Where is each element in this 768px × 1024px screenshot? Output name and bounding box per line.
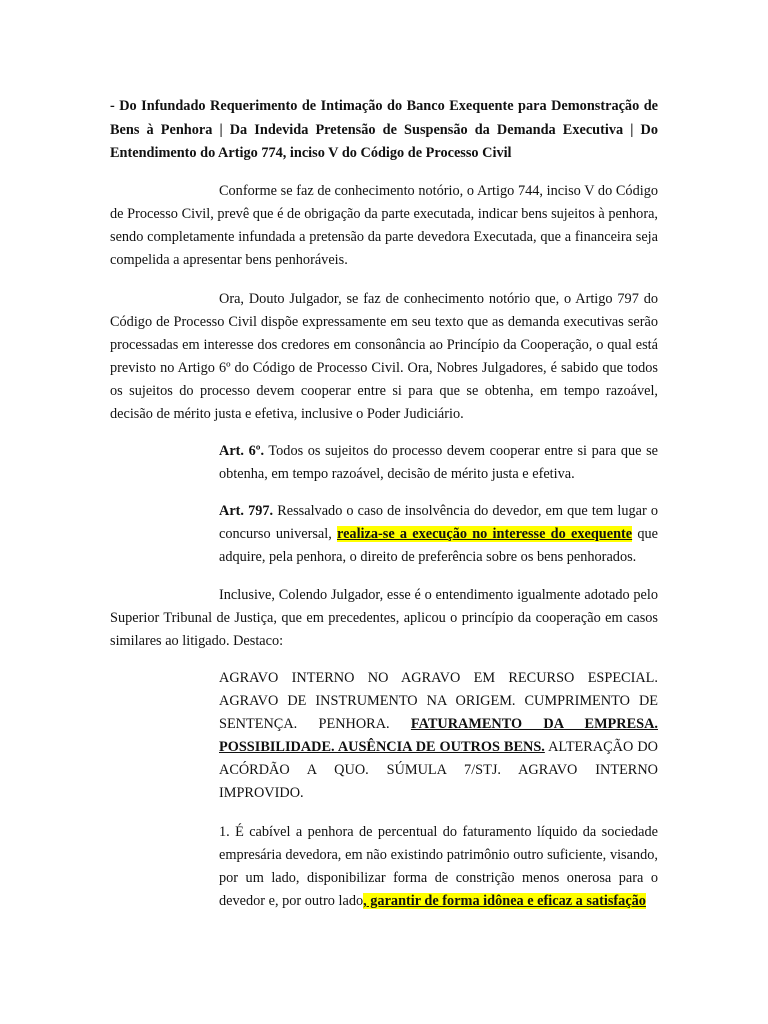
quote-art-797 xyxy=(219,500,658,569)
art-797-label: Art. 797. xyxy=(219,503,274,519)
paragraph-3: Inclusive, Colendo Julgador, esse é o entendimento igualmente adotado pelo Superior Tribunal de Justiça, que em precedentes, aplicou o princípio da cooperação em casos similares ao litigado. Destaco: xyxy=(110,587,658,649)
quote-item-1 xyxy=(219,821,658,913)
ementa-bold-underline: FATURAMENTO DA EMPRESA. POSSIBILIDADE. AUSÊNCIA DE OUTROS BENS. xyxy=(219,716,659,755)
section-heading: - Do Infundado Requerimento de Intimação do Banco Exequente para Demonstração de Bens à Penhora | Da Indevida Pretensão de Suspensão da Demanda Executiva | Do Entendimento do Artigo 774, inciso V do Código de Processo Civil xyxy=(110,98,658,161)
art-6-label: Art. 6º. xyxy=(219,443,265,459)
paragraph-2: Ora, Douto Julgador, se faz de conhecimento notório que, o Artigo 797 do Código de Processo Civil dispõe expressamente em seu texto que as demanda executivas serão processadas em interesse dos credores em consonância ao Princípio da Cooperação, o qual está previsto no Artigo 6º do Código de Processo Civil. Ora, Nobres Julgadores, é sabido que todos os sujeitos do processo devem cooperar entre si para que se obtenha, em tempo razoável, decisão de mérito justa e efetiva, inclusive o Poder Judiciário. xyxy=(110,291,658,422)
art-797-text-after: que adquire, pela penhora, o direito de preferência sobre os bens penhorados. xyxy=(219,526,658,565)
quote-ementa xyxy=(219,667,658,805)
art-797-highlight: realiza-se a execução no interesse do exequente xyxy=(337,526,633,542)
ementa-text-after: ALTERAÇÃO DO ACÓRDÃO A QUO. SÚMULA 7/STJ. AGRAVO INTERNO IMPROVIDO. xyxy=(219,739,658,801)
ementa-text-before: AGRAVO INTERNO NO AGRAVO EM RECURSO ESPECIAL. AGRAVO DE INSTRUMENTO NA ORIGEM. CUMPRIMENTO DE SENTENÇA. PENHORA. xyxy=(219,670,658,732)
quote-art-6 xyxy=(219,440,658,486)
item-1-text-before: 1. É cabível a penhora de percentual do faturamento líquido da sociedade empresária devedora, em não existindo patrimônio outro suficiente, visando, por um lado, disponibilizar forma de constrição menos onerosa para o devedor e, por outro lado xyxy=(219,824,658,909)
art-6-text: Todos os sujeitos do processo devem cooperar entre si para que se obtenha, em tempo razoável, decisão de mérito justa e efetiva. xyxy=(219,443,658,482)
item-1-highlight: , garantir de forma idônea e eficaz a satisfação xyxy=(363,893,646,909)
art-797-text-before: Ressalvado o caso de insolvência do devedor, em que tem lugar o concurso universal, xyxy=(219,503,658,542)
paragraph-1: Conforme se faz de conhecimento notório, o Artigo 744, inciso V do Código de Processo Civil, prevê que é de obrigação da parte executada, indicar bens sujeitos à penhora, sendo completamente infundada a pretensão da parte devedora Executada, que a financeira seja compelida a apresentar bens penhoráveis. xyxy=(110,183,658,268)
